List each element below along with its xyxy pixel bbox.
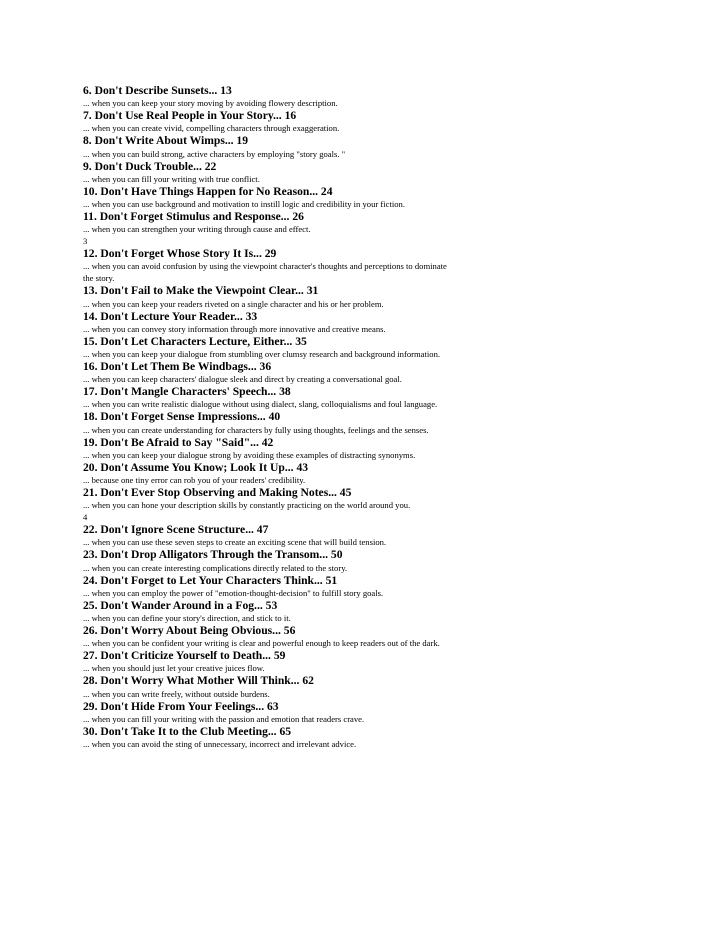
entry-description: ... when you can hone your description skills by constantly practicing on the world around you. [83,500,411,511]
toc-entry-30 [83,725,453,750]
toc-entry-14 [83,310,453,335]
entry-heading: 24. Don't Forget to Let Your Characters Think... 51 [83,573,338,587]
entry-heading: 6. Don't Describe Sunsets... 13 [83,84,232,97]
toc-entry-12 [83,247,453,284]
toc-entry-15 [83,335,453,360]
entry-heading: 18. Don't Forget Sense Impressions... 40 [83,410,281,424]
entry-description: ... when you can strengthen your writing through cause and effect. [83,224,311,235]
entry-description: ... when you can use these seven steps to create an exciting scene that will build tension. [83,537,387,548]
toc-entry-9 [83,160,453,185]
entry-description: ... when you can write freely, without outside burdens. [83,688,270,699]
entry-description: ... when you can fill your writing with the passion and emotion that readers crave. [83,713,365,724]
toc-entry-6 [83,84,453,109]
toc-entry-16 [83,360,453,385]
toc-entry-8 [83,134,453,159]
entry-heading: 7. Don't Use Real People in Your Story... 16 [83,109,297,123]
entry-heading: 15. Don't Let Characters Lecture, Either... 35 [83,334,307,348]
toc-entry-28 [83,674,453,699]
toc-entry-29 [83,700,453,725]
entry-heading: 14. Don't Lecture Your Reader... 33 [83,309,258,323]
toc-entry-20 [83,461,453,486]
entry-description: ... when you can keep your dialogue strong by avoiding these examples of distracting synonyms. [83,449,416,460]
entry-heading: 11. Don't Forget Stimulus and Response... 26 [83,210,304,224]
entry-description: ... when you can write realistic dialogue without using dialect, slang, colloquialisms and foul language. [83,399,438,410]
entry-heading: 27. Don't Criticize Yourself to Death... 59 [83,649,286,663]
entry-description: ... when you can employ the power of "emotion-thought-decision" to fulfill story goals. [83,587,384,598]
entry-description: ... when you can convey story information through more innovative and creative means. [83,323,386,334]
entry-description: ... when you can create vivid, compelling characters through exaggeration. [83,123,340,134]
entry-heading: 25. Don't Wander Around in a Fog... 53 [83,598,278,612]
entry-heading: 19. Don't Be Afraid to Say "Said"... 42 [83,435,274,449]
entry-description: ... when you can avoid the sting of unnecessary, incorrect and irrelevant advice. [83,739,357,750]
entry-description: ... because one tiny error can rob you of your readers' credibility. [83,475,306,486]
table-of-contents [83,84,453,750]
toc-entry-13 [83,284,453,309]
entry-heading: 9. Don't Duck Trouble... 22 [83,159,217,173]
entry-description: ... when you can define your story's direction, and stick to it. [83,613,291,624]
entry-heading: 10. Don't Have Things Happen for No Reason... 24 [83,184,333,198]
entry-heading: 12. Don't Forget Whose Story It Is... 29 [83,247,277,261]
toc-entry-25 [83,599,453,624]
entry-description: ... when you can keep your dialogue from stumbling over clumsy research and background information. [83,349,441,360]
page-number: 3 [83,236,88,247]
entry-heading: 20. Don't Assume You Know; Look It Up... 43 [83,460,309,474]
entry-heading: 21. Don't Ever Stop Observing and Making Notes... 45 [83,486,352,500]
entry-description: ... when you can keep your readers riveted on a single character and his or her problem. [83,298,384,309]
page-number: 4 [83,512,88,523]
toc-entry-17 [83,385,453,410]
toc-entry-26 [83,624,453,649]
entry-heading: 13. Don't Fail to Make the Viewpoint Clear... 31 [83,284,319,298]
entry-heading: 17. Don't Mangle Characters' Speech... 38 [83,385,291,399]
entry-description: ... when you can create interesting complications directly related to the story. [83,562,348,573]
entry-heading: 29. Don't Hide From Your Feelings... 63 [83,699,279,713]
entry-heading: 28. Don't Worry What Mother Will Think... 62 [83,674,314,688]
entry-description: ... when you can build strong, active characters by employing "story goals. " [83,148,346,159]
toc-entry-7 [83,109,453,134]
entry-description: ... when you can use background and motivation to instill logic and credibility in your fiction. [83,199,405,210]
toc-entry-11 [83,210,453,235]
entry-description: ... when you can keep your story moving by avoiding flowery description. [83,98,338,109]
toc-entry-24 [83,574,453,599]
toc-entry-19 [83,436,453,461]
entry-description: ... when you should just let your creative juices flow. [83,663,265,674]
toc-entry-10 [83,185,453,210]
toc-entry-27 [83,649,453,674]
entry-heading: 8. Don't Write About Wimps... 19 [83,134,249,148]
entry-heading: 16. Don't Let Them Be Windbags... 36 [83,360,272,374]
toc-entry-23 [83,548,453,573]
entry-heading: 26. Don't Worry About Being Obvious... 56 [83,624,296,638]
toc-entry-22 [83,523,453,548]
entry-description: ... when you can create understanding for characters by fully using thoughts, feelings and the senses. [83,424,429,435]
entry-heading: 22. Don't Ignore Scene Structure... 47 [83,523,269,537]
toc-entry-18 [83,410,453,435]
toc-entry-21 [83,486,453,511]
entry-description: ... when you can avoid confusion by using the viewpoint character's thoughts and perceptions to dominate the story. [83,261,447,284]
entry-description: ... when you can fill your writing with true conflict. [83,173,260,184]
entry-heading: 23. Don't Drop Alligators Through the Transom... 50 [83,548,343,562]
entry-description: ... when you can keep characters' dialogue sleek and direct by creating a conversational goal. [83,374,402,385]
entry-heading: 30. Don't Take It to the Club Meeting... 65 [83,724,292,738]
entry-description: ... when you can be confident your writing is clear and powerful enough to keep readers out of the dark. [83,638,440,649]
